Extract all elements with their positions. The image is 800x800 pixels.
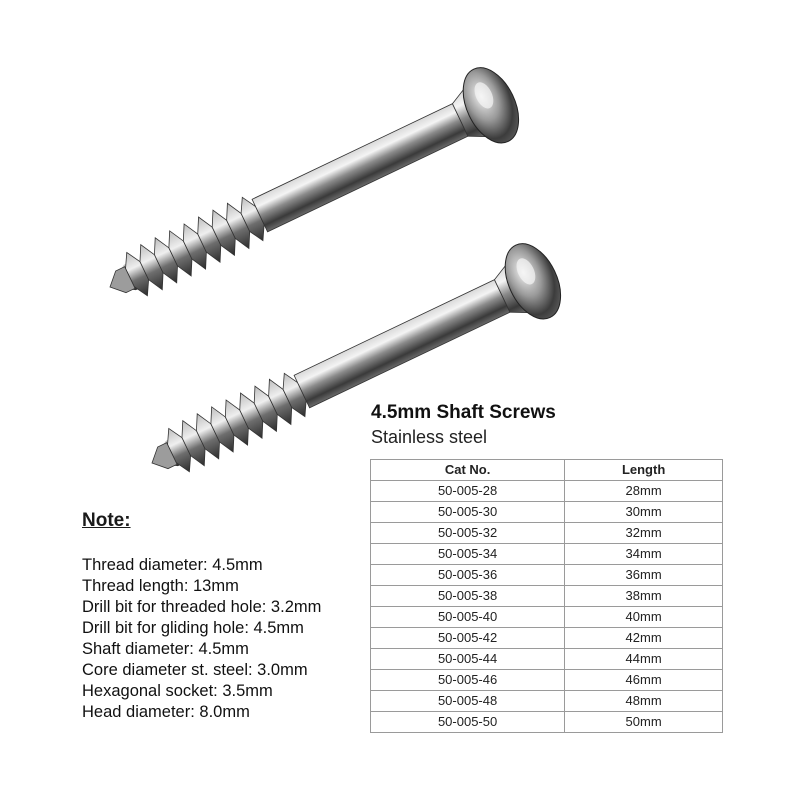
cat-no-cell: 50-005-30: [371, 502, 565, 523]
cat-no-cell: 50-005-36: [371, 565, 565, 586]
spec-head-diameter: Head diameter: 8.0mm: [82, 703, 250, 721]
spec-drill-bit-threaded-hole: Drill bit for threaded hole: 3.2mm: [82, 598, 322, 616]
product-title: 4.5mm Shaft Screws: [371, 402, 556, 423]
product-material: Stainless steel: [371, 427, 488, 447]
table-row: [371, 607, 723, 628]
cat-no-cell: 50-005-38: [371, 586, 565, 607]
cat-no-cell: 50-005-44: [371, 649, 565, 670]
catalog-table: [370, 459, 723, 733]
spec-thread-length: Thread length: 13mm: [82, 577, 239, 595]
length-cell: 44mm: [565, 649, 723, 670]
table-row: [371, 649, 723, 670]
table-row: [371, 628, 723, 649]
length-cell: 30mm: [565, 502, 723, 523]
cat-no-cell: 50-005-40: [371, 607, 565, 628]
spec-thread-diameter: Thread diameter: 4.5mm: [82, 556, 263, 574]
cat-no-cell: 50-005-48: [371, 691, 565, 712]
spec-hexagonal-socket: Hexagonal socket: 3.5mm: [82, 682, 273, 700]
table-row: [371, 523, 723, 544]
table-row: [371, 481, 723, 502]
column-header-length: Length: [565, 460, 723, 481]
note-heading: Note:: [82, 510, 131, 531]
table-row: [371, 670, 723, 691]
column-header-cat-no: Cat No.: [371, 460, 565, 481]
screw-upper-image: [93, 59, 530, 323]
length-cell: 46mm: [565, 670, 723, 691]
length-cell: 36mm: [565, 565, 723, 586]
cat-no-cell: 50-005-34: [371, 544, 565, 565]
cat-no-cell: 50-005-42: [371, 628, 565, 649]
table-row: [371, 712, 723, 733]
spec-drill-bit-gliding-hole: Drill bit for gliding hole: 4.5mm: [82, 619, 304, 637]
table-row: [371, 565, 723, 586]
length-cell: 32mm: [565, 523, 723, 544]
table-row: [371, 691, 723, 712]
length-cell: 40mm: [565, 607, 723, 628]
cat-no-cell: 50-005-46: [371, 670, 565, 691]
length-cell: 48mm: [565, 691, 723, 712]
spec-core-diameter: Core diameter st. steel: 3.0mm: [82, 661, 308, 679]
table-row: [371, 586, 723, 607]
cat-no-cell: 50-005-28: [371, 481, 565, 502]
length-cell: 38mm: [565, 586, 723, 607]
spec-shaft-diameter: Shaft diameter: 4.5mm: [82, 640, 249, 658]
length-cell: 34mm: [565, 544, 723, 565]
cat-no-cell: 50-005-32: [371, 523, 565, 544]
table-row: [371, 544, 723, 565]
length-cell: 50mm: [565, 712, 723, 733]
spec-list: [82, 555, 321, 723]
length-cell: 28mm: [565, 481, 723, 502]
length-cell: 42mm: [565, 628, 723, 649]
table-row: [371, 502, 723, 523]
table-header-row: [371, 460, 723, 481]
cat-no-cell: 50-005-50: [371, 712, 565, 733]
